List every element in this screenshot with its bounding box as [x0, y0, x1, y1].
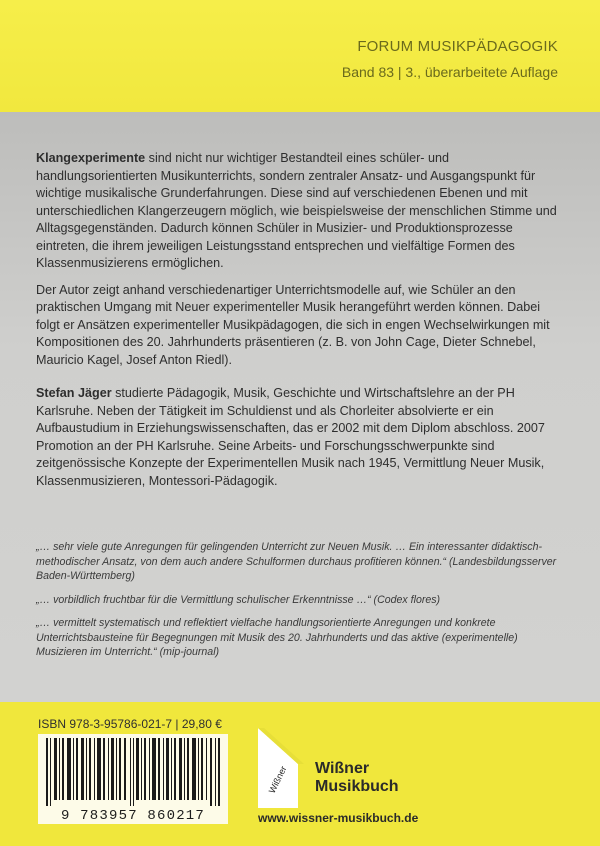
blurb: [36, 150, 564, 499]
review-quote: „… vermittelt systematisch und reflektiert vielfache handlungsorientierte Anregungen und konkrete Unterrichtsbausteine für Begegnungen mit Musik des 20. Jahrhunderts und das aktive (experimentelle) Musizieren im Unterricht.“ (mip-journal): [36, 617, 518, 658]
description-paragraph-1: [36, 150, 564, 273]
author-name: Stefan Jäger: [36, 386, 112, 400]
series-volume: Band 83 | 3., überarbeitete Auflage: [341, 64, 558, 80]
review-quotes: [36, 540, 564, 669]
description-paragraph-2: Der Autor zeigt anhand verschiedenartiger Unterrichtsmodelle auf, wie Schüler an den praktischen Umgang mit Neuer experimenteller Musik herangeführt werden können. Dabei folgt er Ansätzen experimenteller Musikpädagogen, die sich in engen Wechselwirkungen mit Kompositionen des 20. Jahrhunderts präsentieren (z. B. von John Cage, Dieter Schnebel, Mauricio Kagel, Josef Anton Riedl).: [36, 282, 550, 367]
review-quote: „… sehr viele gute Anregungen für gelingenden Unterricht zur Neuen Musik. … Ein interessanter didaktisch-methodischer Ansatz, von dem auch andere Schulformen durchaus profitieren können.“ (Landesbildungsserver Baden-Württemberg): [36, 541, 557, 582]
publisher-name-line-1: Wißner: [315, 760, 370, 777]
publisher-name-line-2: Musikbuch: [315, 778, 399, 795]
review-quote: „… vorbildlich fruchtbar für die Vermittlung schulischer Erkenntnisse …“ (Codex flores): [36, 593, 441, 606]
barcode: [38, 734, 228, 824]
series-title: FORUM MUSIKPÄDAGOGIK: [357, 38, 558, 55]
author-bio: [36, 385, 564, 490]
isbn-price: ISBN 978-3-95786-021-7 | 29,80 €: [38, 717, 222, 731]
description-text-1: sind nicht nur wichtiger Bestandteil eines schüler- und handlungsorientierten Musikunterrichts, sondern zentraler Ansatz- und Ausgangspunkt für wichtige musikalische Grunderfahrungen. Diese sind auf verschiedenen Ebenen und mit unterschiedlichen Klangerzeugern möglich, wie beispielsweise der menschlichen Stimme und Alltagsgegenständen. Dadurch können Schüler in Musizier- und Produktionsprozesse eintreten, die ihrem jeweiligen Leistungsstand entsprechen und vielfältige Formen des Klassenmusizierens ermöglichen.: [36, 151, 557, 270]
logo-wordmark: Wißner: [266, 764, 289, 795]
publisher-logo: [248, 722, 318, 812]
author-bio-text: studierte Pädagogik, Musik, Geschichte und Wirtschaftslehre an der PH Karlsruhe. Neben der Tätigkeit im Schuldienst und als Chorleiter absolvierte er ein Aufbaustudium in Erziehungswissenschaften, das er 2002 mit dem Diplom abschloss. 2007 Promotion an der PH Karlsruhe. Seine Arbeits- und Forschungsschwerpunkte sind zeitgenössische Konzepte der Experimentellen Musik nach 1945, Vermittlung Neuer Musik, Klassenmusizieren, Montessori-Pädagogik.: [36, 386, 545, 488]
highlight-term: Klangexperimente: [36, 151, 146, 165]
barcode-number: 9 783957 860217: [60, 808, 206, 824]
publisher-url: www.wissner-musikbuch.de: [258, 811, 419, 825]
publisher-name: [315, 760, 399, 796]
barcode-bars: [44, 738, 222, 806]
series-header: [0, 0, 600, 112]
